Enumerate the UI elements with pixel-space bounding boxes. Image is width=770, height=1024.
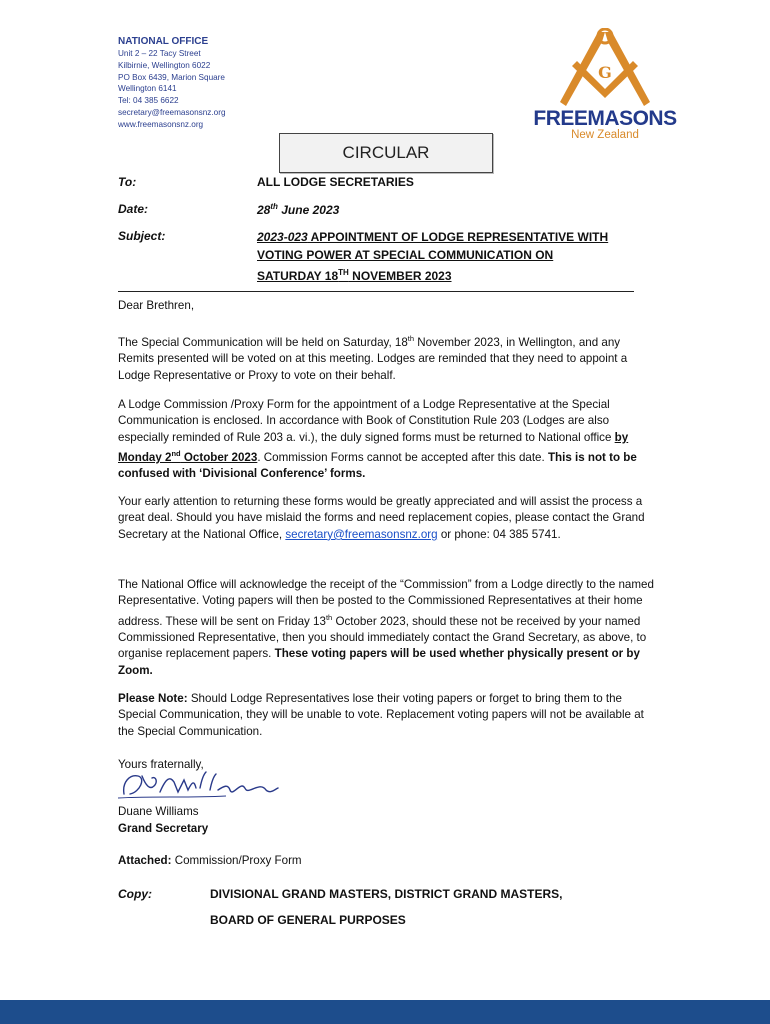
signer-title: Grand Secretary — [118, 822, 209, 835]
date-label: Date: — [118, 202, 149, 216]
freemasons-logo — [530, 28, 680, 148]
paragraph-special-communication: The Special Communication will be held on Saturday, 18th November 2023, in Wellington, and any Remits presented will be voted on at this meeting. Lodges are reminded that they need to appoint a Lodge Representative or Proxy to vote on their behalf. — [118, 334, 628, 382]
office-address-line: Kilbirnie, Wellington 6022 — [118, 60, 211, 70]
divider — [118, 291, 634, 292]
square-and-compasses-icon — [550, 28, 660, 110]
attachment-line: Attached: Commission/Proxy Form — [118, 854, 302, 867]
logo-brand-text: FREEMASONS — [533, 107, 677, 130]
copy-label: Copy: — [118, 887, 152, 901]
closing: Yours fraternally, — [118, 758, 204, 771]
circular-label-box: CIRCULAR — [279, 133, 493, 173]
subject-label: Subject: — [118, 229, 166, 243]
paragraph-commission-form: A Lodge Commission /Proxy Form for the appointment of a Lodge Representative at the Special Communication is enclosed. In accordance with Book of Constitution Rule 203 (Lodges are also especially reminded of Rule 203 a. vi.), the duly signed forms must be returned to National office by Monday 2nd October 2023. Commission Forms cannot be accepted after this date. This is not to be confused with ‘Divisional Conference’ forms. — [118, 398, 637, 481]
to-value: ALL LODGE SECRETARIES — [257, 175, 414, 189]
greeting: Dear Brethren, — [118, 299, 195, 312]
office-phone: Tel: 04 385 6622 — [118, 96, 179, 106]
office-title: NATIONAL OFFICE — [118, 36, 209, 47]
logo-sub-text: New Zealand — [571, 129, 639, 141]
footer-bar — [0, 1000, 770, 1024]
svg-text:G: G — [598, 63, 612, 82]
to-label: To: — [118, 175, 137, 189]
paragraph-early-attention: Your early attention to returning these forms would be greatly appreciated and will assist the process a great deal. Should you have mislaid the forms and need replacement copies, please contact the Grand Secretary at the National Office, secretary@freemasonsnz.org or phone: 04 385 5741. — [118, 495, 645, 541]
copy-recipients-line1: DIVISIONAL GRAND MASTERS, DISTRICT GRAND MASTERS, — [210, 887, 563, 901]
office-address-line: Wellington 6141 — [118, 84, 177, 94]
office-address-line: PO Box 6439, Marion Square — [118, 72, 225, 82]
secretary-email-link[interactable]: secretary@freemasonsnz.org — [285, 527, 438, 541]
office-address-line: Unit 2 – 22 Tacy Street — [118, 49, 201, 58]
subject-value: 2023-023 APPOINTMENT OF LODGE REPRESENTATIVE WITH VOTING POWER AT SPECIAL COMMUNICATION ON SATURDAY 18TH NOVEMBER 2023 — [257, 230, 609, 283]
office-address-block — [118, 36, 378, 131]
signature — [116, 768, 286, 807]
paragraph-voting-papers: The National Office will acknowledge the receipt of the “Commission” from a Lodge directly to the named Representative. Voting papers will then be posted to the Commissioned Representatives at their home address. These will be sent on Friday 13th October 2023, should these not be received by your named Commissioned Representative, then you should immediately contact the Grand Secretary, as above, to organise replacement papers. These voting papers will be used whether physically present or by Zoom. — [118, 578, 654, 677]
copy-recipients-line2: BOARD OF GENERAL PURPOSES — [210, 913, 406, 927]
signer-name: Duane Williams — [118, 805, 199, 818]
office-website: www.freemasonsnz.org — [118, 119, 204, 129]
office-email: secretary@freemasonsnz.org — [118, 107, 226, 117]
date-value: 28th June 2023 — [257, 202, 340, 217]
paragraph-please-note: Please Note: Should Lodge Representatives lose their voting papers or forget to bring them to the Special Communication, they will be unable to vote. Replacement voting papers will not be available at the Special Communication. — [118, 692, 644, 738]
